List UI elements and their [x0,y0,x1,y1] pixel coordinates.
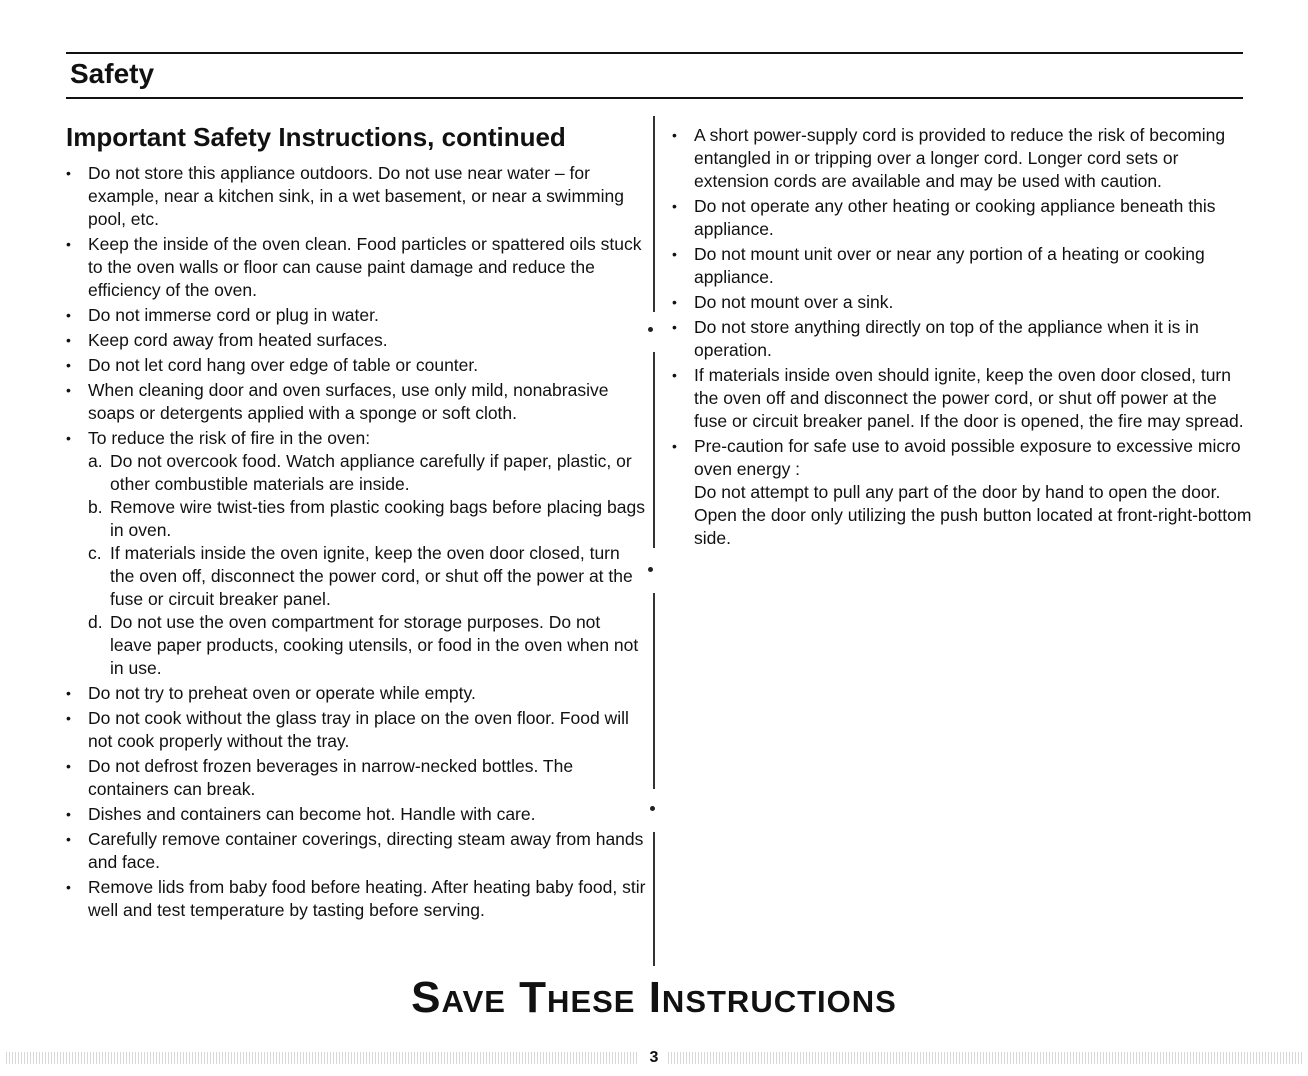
door-note-line2: Open the door only utilizing the push button located at front-right-bottom side. [694,505,1252,548]
header-rule [66,97,1243,99]
left-column [66,120,646,924]
footer-dotted-line [6,1052,638,1064]
fire-risk-sublist [88,450,646,680]
save-instructions-banner: Save These Instructions [411,973,897,1022]
list-item: • Do not defrost frozen beverages in narrow-necked bottles. The containers can break. [66,755,646,801]
sublist-item: b. Remove wire twist-ties from plastic cooking bags before placing bags in oven. [88,496,646,542]
section-title: Safety [70,58,155,89]
list-item: • Dishes and containers can become hot. Handle with care. [66,803,646,826]
list-item: • Do not operate any other heating or cooking appliance beneath this appliance. [672,195,1252,241]
column-divider [653,832,655,966]
list-item: • Do not store anything directly on top of the appliance when it is in operation. [672,316,1252,362]
list-item-precaution [672,435,1252,550]
sublist-item: a. Do not overcook food. Watch appliance carefully if paper, plastic, or other combustible materials are inside. [88,450,646,496]
sublist-item: c. If materials inside the oven ignite, keep the oven door closed, turn the oven off, disconnect the power cord, or shut off the power at the fuse or circuit breaker panel. [88,542,646,611]
divider-dot [648,567,653,572]
column-divider [653,593,655,789]
list-item: • Keep cord away from heated surfaces. [66,329,646,352]
list-item: • Do not mount over a sink. [672,291,1252,314]
list-item: • Do not try to preheat oven or operate while empty. [66,682,646,705]
divider-dot [650,806,655,811]
list-item: • Do not let cord hang over edge of table or counter. [66,354,646,377]
sublist-item: d. Do not use the oven compartment for storage purposes. Do not leave paper products, cooking utensils, or food in the oven when not in use. [88,611,646,680]
list-item: • Carefully remove container coverings, directing steam away from hands and face. [66,828,646,874]
door-note-line1: Do not attempt to pull any part of the door by hand to open the door. [694,482,1221,502]
top-rule [66,52,1243,54]
fire-risk-label: To reduce the risk of fire in the oven: [88,428,371,448]
list-item: • Do not mount unit over or near any portion of a heating or cooking appliance. [672,243,1252,289]
list-item: • Do not store this appliance outdoors. Do not use near water – for example, near a kitchen sink, in a wet basement, or near a swimming pool, etc. [66,162,646,231]
left-instruction-list [66,162,646,922]
footer-dotted-line [668,1052,1302,1064]
column-divider [653,352,655,548]
page-number: 3 [649,1049,659,1066]
list-item: • Do not cook without the glass tray in place on the oven floor. Food will not cook properly without the tray. [66,707,646,753]
precaution-text: Pre-caution for safe use to avoid possible exposure to excessive micro oven energy : [694,436,1241,479]
right-instruction-list [672,124,1252,550]
divider-dot [648,327,653,332]
right-column [672,124,1252,552]
list-item: • A short power-supply cord is provided to reduce the risk of becoming entangled in or tripping over a longer cord. Longer cord sets or extension cords are available and may be used with caution. [672,124,1252,193]
list-item: • Do not immerse cord or plug in water. [66,304,646,327]
list-item: • Remove lids from baby food before heating. After heating baby food, stir well and test temperature by tasting before serving. [66,876,646,922]
list-item: • If materials inside oven should ignite, keep the oven door closed, turn the oven off and disconnect the power cord, or shut off power at the fuse or circuit breaker panel. If the door is opened, the fire may spread. [672,364,1252,433]
list-item-fire-risk [66,427,646,680]
page-heading: Important Safety Instructions, continued [66,122,566,152]
column-divider [653,116,655,312]
list-item: • When cleaning door and oven surfaces, use only mild, nonabrasive soaps or detergents applied with a sponge or soft cloth. [66,379,646,425]
list-item: • Keep the inside of the oven clean. Food particles or spattered oils stuck to the oven walls or floor can cause paint damage and reduce the efficiency of the oven. [66,233,646,302]
